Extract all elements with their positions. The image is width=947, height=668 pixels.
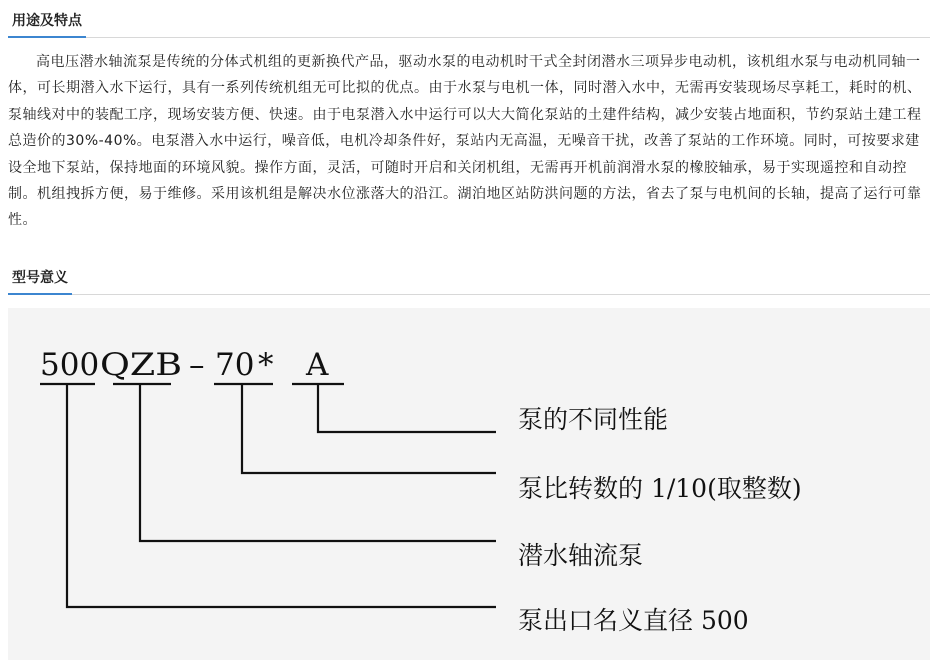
label-diameter: 泵出口名义直径 500 <box>518 606 749 635</box>
code-speed: 70 <box>215 347 255 383</box>
code-type: QZB <box>100 347 182 383</box>
usage-paragraph: 高电压潜水轴流泵是传统的分体式机组的更新换代产品，驱动水泵的电动机时干式全封闭潜水三项异步电动机，该机组水泵与电动机同轴一体，可长期潜入水下运行，具有一系列传统机组无可比拟的优点。由于水泵与电机一体，同时潜入水中，无需再安装现场尽享耗工，耗时的机、泵轴线对中的装配工序，现场安装方便、快速。由于电泵潜入水中运行可以大大简化泵站的土建件结构，减少安装占地面积，节约泵站土建工程总造价的30%-40%。电泵潜入水中运行，噪音低，电机冷却条件好，泵站内无高温，无噪音干扰，改善了泵站的工作环境。同时，可按要求建设全地下泵站，保持地面的环境风貌。操作方面，灵活，可随时开启和关闭机组，无需再开机前润滑水泵的橡胶轴承，易于实现遥控和自动控制。机组拽拆方便，易于维修。采用该机组是解决水位涨落大的沿江。湖泊地区站防洪问题的方法，省去了泵与电机间的长轴，提高了运行可靠性。 <box>8 54 922 229</box>
section-header-model <box>8 267 930 295</box>
section-title-usage: 用途及特点 <box>8 10 86 38</box>
code-star: * <box>258 347 274 383</box>
label-variant: 泵的不同性能 <box>518 405 669 434</box>
code-variant: A <box>306 347 329 383</box>
model-code-svg <box>8 308 930 660</box>
section-header-usage <box>8 10 930 38</box>
model-code-diagram <box>8 308 930 660</box>
leader-diameter <box>67 384 496 607</box>
label-speed: 泵比转数的 1/10(取整数) <box>518 474 802 503</box>
leader-speed <box>242 384 496 473</box>
code-dash: – <box>189 347 205 383</box>
section-title-model: 型号意义 <box>8 267 72 295</box>
label-type: 潜水轴流泵 <box>518 541 644 570</box>
code-diameter: 500 <box>40 347 100 383</box>
leader-variant <box>318 384 496 432</box>
